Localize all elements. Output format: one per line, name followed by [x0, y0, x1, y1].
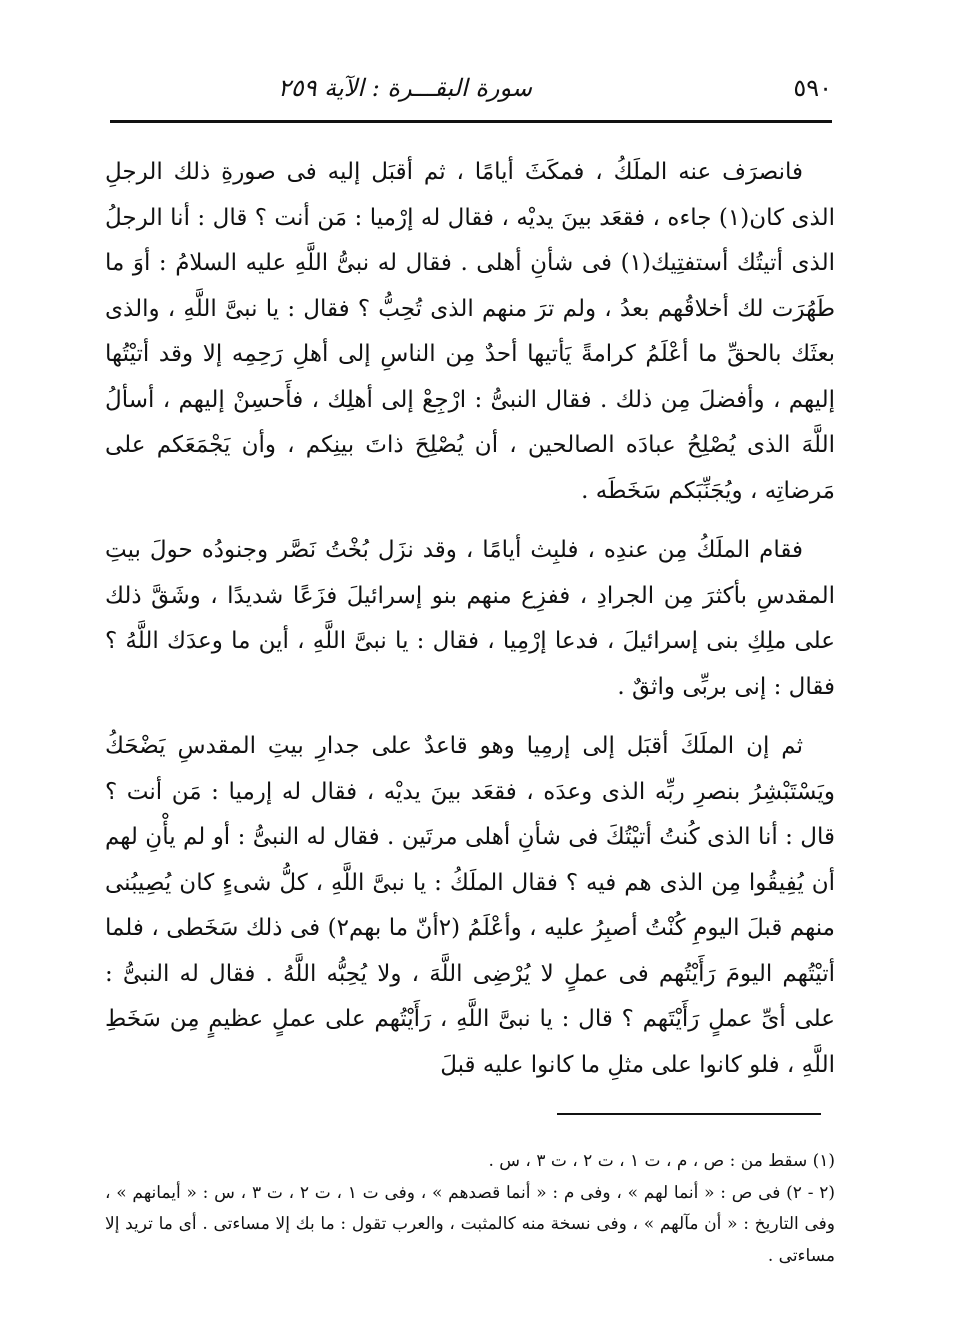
main-text — [105, 150, 835, 1102]
paragraph: فقام الملَكُ مِن عندِه ، فلبِث أيامًا ، وقد نزَل بُخْتُ نَصَّر وجنودُه حولَ بيتِ المقدسِ بأكثرَ مِن الجرادِ ، ففزِع منهم بنو إسرائيلَ فزَعًا شديدًا ، وشَقَّ ذلك على ملِكِ بنى إسرائيلَ ، فدعا إرْمِيا ، فقال : يا نبىَّ اللَّهِ ، أين ما وعدَك اللَّهُ ؟ فقال : إنى بربِّى واثقٌ . — [105, 537, 835, 700]
footnote: (٢ - ٢) فى ص : « أنما لهم » ، وفى م : « أنما قصدهم » ، وفى ت ١ ، ت ٢ ، ت ٣ ، س : « أيمانهم » ، وفى التاريخ : « أن مآلهم » ، وفى نسخة منه كالمثبت ، والعرب تقول : ما بك إلا مساءتى . أى ما تريد إلا مساءتى . — [105, 1182, 835, 1266]
page-number: ٥٩٠ — [793, 74, 832, 102]
running-title: سورة البقـــرة : الآية ٢٥٩ — [277, 74, 532, 102]
paragraph: فانصرَف عنه الملَكُ ، فمكَثَ أيامًا ، ثم أقبَل إليه فى صورةِ ذلك الرجلِ الذى كان(١) جاءه ، فقعَد بينَ يديْه ، فقال له إرْميا : مَن أنت ؟ قال : أنا الرجلُ الذى أتيتُك أستفتِيك(١) فى شأنِ أهلى . فقال له نبىُّ اللَّهِ عليه السلامُ : أوَ ما طَهُرَت لك أخلاقُهم بعدُ ، ولم ترَ منهم الذى تُحِبُّ ؟ فقال : يا نبىَّ اللَّهِ ، والذى بعثَك بالحقِّ ما أعْلَمُ كرامةً يَأتيها أحدٌ مِن الناسِ إلى أهلِ رَحِمِه إلا وقد أتيْتُها إليهم ، وأفضلَ مِن ذلك . فقال النبىُّ : ارْجِعْ إلى أهلِك ، فأَحسِنْ إليهم ، أسألُ اللَّهَ الذى يُصْلِحُ عبادَه الصالحين ، أن يُصْلِحَ ذاتَ بينِكم ، وأن يَجْمَعَكم على مَرضاتِه ، ويُجَنِّبَكم سَخَطَه . — [105, 159, 836, 504]
footnotes — [105, 1146, 835, 1272]
footnote-divider — [557, 1113, 821, 1115]
header-divider — [110, 120, 832, 123]
page-header — [110, 72, 832, 112]
paragraph: ثم إن الملَكَ أقبَل إلى إرمِيا وهو قاعدٌ على جدارِ بيتِ المقدسِ يَضْحَكُ ويَسْتَبْشِرُ بنصرِ ربِّه الذى وعدَه ، فقعَد بينَ يديْه ، فقال له إرميا : مَن أنت ؟ قال : أنا الذى كُنتُ أتيْتُكَ فى شأنِ أهلى مرتَين . فقال له النبىُّ : أو لم يأْنِ لهم أن يُفِيقُوا مِن الذى هم فيه ؟ فقال الملَكُ : يا نبىَّ اللَّهِ ، كلُّ شىءٍ كان يُصِيبُنى منهم قبلَ اليومِ كُنْتُ أصبِرُ عليه ، وأعْلَمُ (٢أنّ ما بهم٢) فى ذلك سَخَطى ، فلما أتيْتُهم اليومَ رَأَيْتُهم فى عملٍ لا يُرْضِى اللَّهَ ، ولا يُحِبُّه اللَّهُ . فقال له النبىُّ : على أىِّ عملٍ رَأَيْتَهم ؟ قال : يا نبىَّ اللَّهِ ، رَأَيْتُهم على عملٍ عظيمٍ مِن سَخَطِ اللَّهِ ، فلو كانوا على مثلِ ما كانوا عليه قبلَ — [105, 733, 835, 1078]
footnote: (١) سقط من : ص ، م ، ت ١ ، ت ٢ ، ت ٣ ، س . — [488, 1151, 835, 1171]
